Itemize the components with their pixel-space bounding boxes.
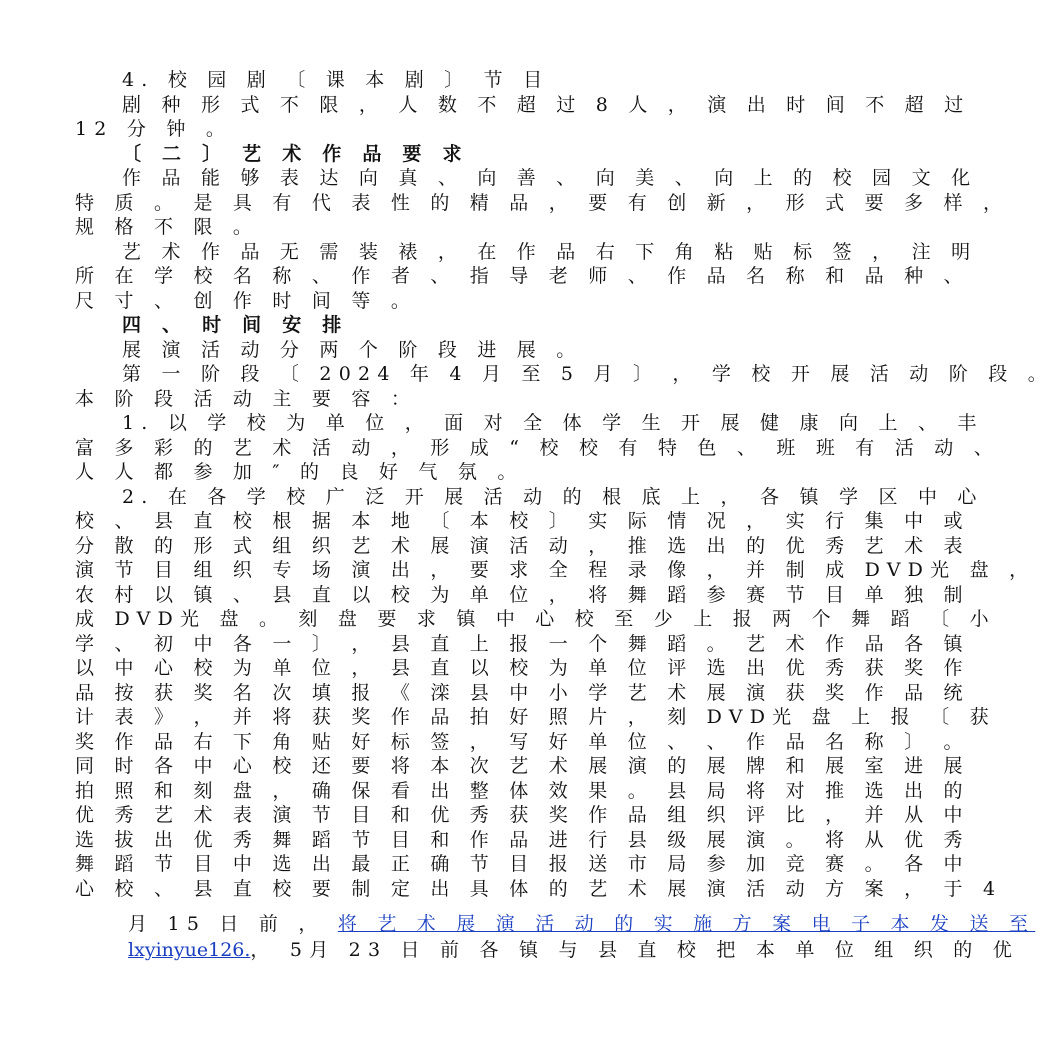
text-line: 规 格 不 限 。 [75, 216, 260, 238]
text-line: 农 村 以 镇 、 县 直 以 校 为 单 位 ， 将 舞 蹈 参 赛 节 目 单 独 制 [75, 583, 970, 606]
text-line: 本 阶 段 活 动 主 要 容 ： [75, 387, 418, 410]
text-line: 同 时 各 中 心 校 还 要 将 本 次 艺 术 展 演 的 展 牌 和 展 室 进 展 [75, 755, 970, 777]
text-line: 拍 照 和 刻 盘 ， 确 保 看 出 整 体 效 果 。 县 局 将 对 推 选 出 的 [75, 779, 970, 802]
text-line: 剧 种 形 式 不 限 ， 人 数 不 超 过 8 人 ， 演 出 时 间 不 超 过 [122, 93, 971, 116]
text-line: 以 中 心 校 为 单 位 ， 县 直 以 校 为 单 位 评 选 出 优 秀 获 奖 作 [75, 657, 970, 679]
text-segment: ， 5月 23 日 前 各 镇 与 县 直 校 把 本 单 位 组 织 的 优 [250, 939, 1019, 961]
text-line: 2. 在 各 学 校 广 泛 开 展 活 动 的 根 底 上 ， 各 镇 学 区 中 心 [122, 485, 984, 508]
text-line: 分 散 的 形 式 组 织 艺 术 展 演 活 动 ， 推 选 出 的 优 秀 艺 术 表 [75, 534, 970, 557]
text-line: 4. 校 园 剧 〔 课 本 剧 〕 节 目 [122, 69, 550, 91]
text-line: 演 节 目 组 织 专 场 演 出 ， 要 求 全 程 录 像 ， 并 制 成 DVD光 盘 ， [75, 559, 1036, 581]
text-line: 第 一 阶 段 〔 2024 年 4 月 至 5 月 〕 ， 学 校 开 展 活 动 阶 段 。 [122, 363, 1054, 385]
text-line: 所 在 学 校 名 称 、 作 者 、 指 导 老 师 、 作 品 名 称 和 品 种 、 [75, 265, 970, 287]
text-line: 富 多 彩 的 艺 术 活 动 ， 形 成 “ 校 校 有 特 色 、 班 班 有 活 动 、 [75, 436, 1000, 459]
text-line: 选 拔 出 优 秀 舞 蹈 节 目 和 作 品 进 行 县 级 展 演 。 将 从 优 秀 [75, 828, 970, 851]
text-line: 学 、 初 中 各 一 〕 ， 县 直 上 报 一 个 舞 蹈 。 艺 术 作 品 各 镇 [75, 632, 970, 655]
text-line: 成 DVD光 盘 。 刻 盘 要 求 镇 中 心 校 至 少 上 报 两 个 舞 蹈 〔 小 [75, 608, 996, 630]
text-line: 优 秀 艺 术 表 演 节 目 和 优 秀 获 奖 作 品 组 织 评 比 ， 并 从 中 [75, 804, 970, 826]
text-line: 艺 术 作 品 无 需 装 裱 ， 在 作 品 右 下 角 粘 贴 标 签 ， 注 明 [122, 240, 978, 263]
text-line: 特 质 。 是 具 有 代 表 性 的 精 品 ， 要 有 创 新 ， 形 式 要 多 样 ， [75, 191, 1010, 214]
section-heading: 四 、 时 间 安 排 [122, 314, 349, 336]
section-heading: 〔 二 〕 艺 术 作 品 要 求 [122, 142, 469, 165]
text-line: 心 校 、 县 直 校 要 制 定 出 具 体 的 艺 术 展 演 活 动 方 案 ， 于 4 [75, 877, 1003, 900]
text-line: 尺 寸 、 创 作 时 间 等 。 [75, 289, 418, 312]
text-line: 展 演 活 动 分 两 个 阶 段 进 展 。 [122, 338, 583, 361]
text-line: 12 分 钟 。 [75, 118, 233, 140]
text-line: 舞 蹈 节 目 中 选 出 最 正 确 节 目 报 送 市 局 参 加 竞 赛 。 各 中 [75, 853, 970, 875]
text-line [75, 914, 1019, 986]
text-segment: 月 15 日 前 ， [128, 913, 338, 935]
text-line: 校 、 县 直 校 根 据 本 地 〔 本 校 〕 实 际 情 况 ， 实 行 集 中 或 [75, 510, 970, 532]
text-line: 计 表 》 ， 并 将 获 奖 作 品 拍 好 照 片 ， 刻 DVD光 盘 上 报 〔 获 [75, 706, 996, 728]
link-email[interactable]: lxyinyue126. [128, 939, 251, 961]
text-line: 作 品 能 够 表 达 向 真 、 向 善 、 向 美 、 向 上 的 校 园 文 化 [122, 167, 978, 189]
text-line: 1. 以 学 校 为 单 位 ， 面 对 全 体 学 生 开 展 健 康 向 上 、 丰 [122, 412, 984, 434]
link-send-plan[interactable]: 将 艺 术 展 演 活 动 的 实 施 方 案 电 子 本 发 送 至 [337, 913, 1036, 935]
text-line: 品 按 获 奖 名 次 填 报 《 滦 县 中 小 学 艺 术 展 演 获 奖 作 品 统 [75, 681, 970, 704]
text-line: 人 人 都 参 加 ″ 的 良 好 气 氛 。 [75, 461, 524, 483]
text-line: 奖 作 品 右 下 角 贴 好 标 签 ， 写 好 单 位 、 、 作 品 名 称 〕 。 [75, 730, 970, 753]
